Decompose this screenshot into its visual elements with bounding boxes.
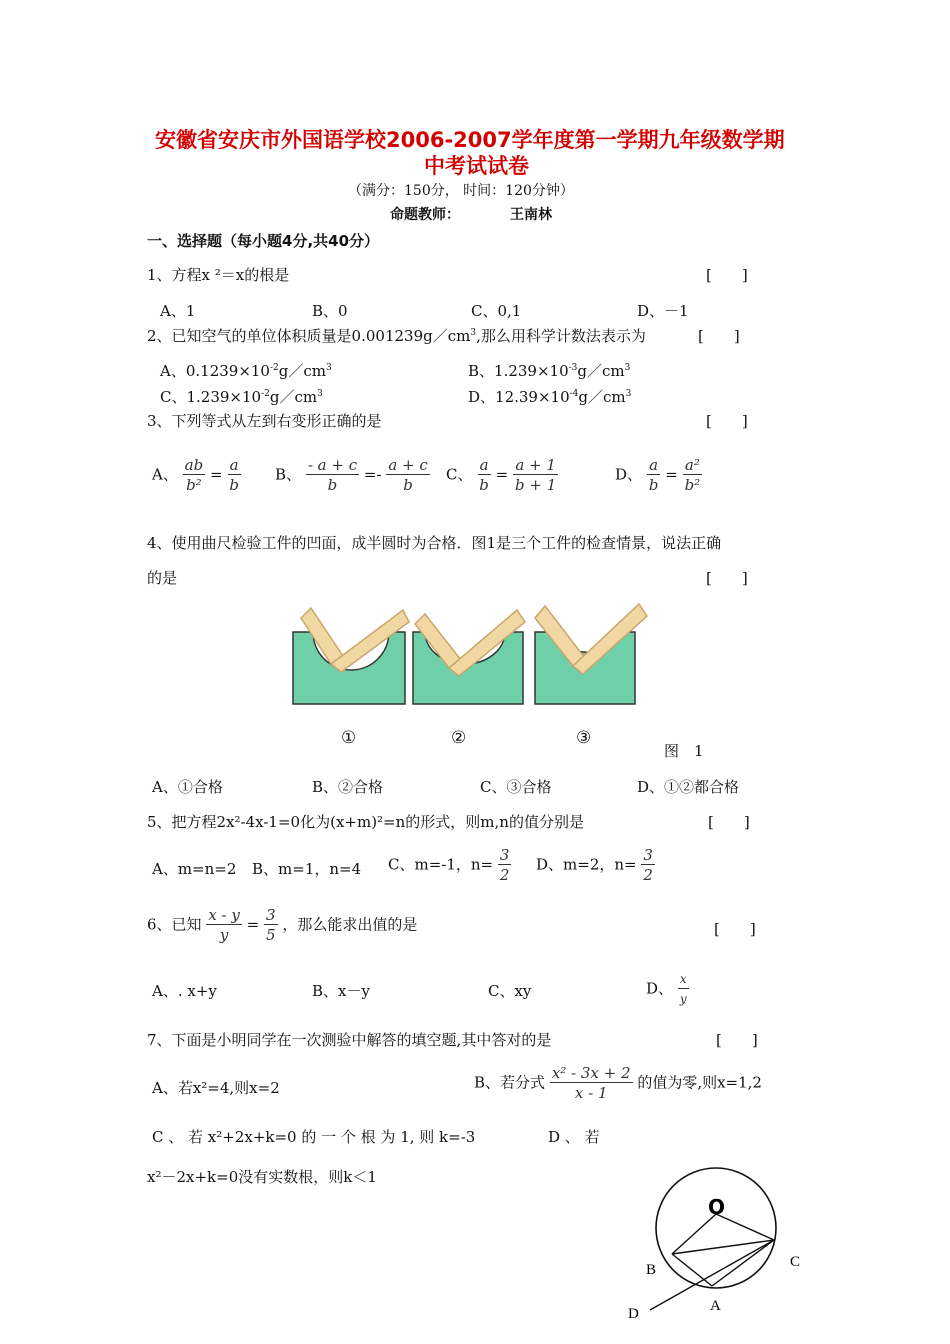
q6-option-c: C、xy: [488, 982, 532, 1000]
numerator: 3: [499, 846, 510, 864]
q3-option-a: [152, 456, 241, 495]
fraction: [647, 456, 661, 495]
fraction: [264, 906, 278, 945]
numerator: 3: [643, 846, 653, 864]
q1-option-c: C、0,1: [471, 302, 522, 320]
question-2: [147, 325, 646, 346]
figure-label-1: ①: [341, 728, 357, 748]
label-b: B: [646, 1262, 657, 1278]
q2-option-d: [468, 386, 631, 407]
answer-bracket: [ ]: [706, 569, 748, 587]
question-5: 5、把方程2x²-4x-1=0化为(x+m)²=n的形式，则m,n的值分别是: [147, 813, 584, 831]
q2-option-c: [160, 386, 323, 407]
q2-c-exp: -2: [261, 389, 270, 399]
fraction: [641, 846, 655, 885]
denominator: b: [327, 476, 338, 494]
q7-b-post: 的值为零,则x=1,2: [637, 1073, 762, 1092]
q2-d-cube: 3: [625, 389, 632, 399]
q3-option-c: [446, 456, 558, 495]
denominator: b: [479, 476, 489, 494]
label-a: A: [710, 1298, 721, 1314]
equals-sign: =: [495, 465, 509, 484]
q2-b-cube: 3: [624, 363, 631, 373]
q2-b-exp: -3: [568, 363, 578, 373]
q7-option-c: C 、 若 x²+2x+k=0 的 一 个 根 为 1, 则 k=-3: [152, 1128, 476, 1146]
q7-b-pre: B、若分式: [474, 1073, 546, 1092]
fraction: [183, 456, 206, 495]
q5-option-b: B、m=1，n=4: [252, 860, 362, 878]
denominator: 5: [266, 926, 276, 944]
q1-option-d: D、－1: [637, 302, 689, 320]
numerator: a: [649, 456, 659, 474]
question-4-line-1: 4、使用曲尺检验工件的凹面，成半圆时为合格．图1是三个工件的检查情景，说法正确: [147, 534, 722, 552]
q3-b-label: B、: [275, 465, 302, 484]
denominator: b²: [684, 476, 701, 494]
q7-option-d: D 、 若: [548, 1128, 600, 1146]
q2-c-cube: 3: [317, 389, 323, 399]
q4-option-d: D、①②都合格: [637, 778, 740, 796]
answer-bracket: [ ]: [708, 813, 750, 831]
section-heading: 一、选择题（每小题4分,共40分）: [147, 232, 380, 250]
q4-option-b: B、②合格: [312, 778, 384, 796]
q2-b-unit: g／cm: [577, 362, 625, 380]
fraction: [498, 846, 512, 885]
fraction: [678, 970, 689, 1009]
segment-ob: [672, 1214, 716, 1254]
q2-a-exp: -2: [269, 363, 279, 373]
answer-bracket: [ ]: [714, 920, 756, 938]
numerator: - a + c: [307, 456, 358, 474]
label-o: O: [708, 1195, 726, 1219]
denominator: 2: [499, 866, 510, 884]
q3-a-label: A、: [152, 465, 178, 484]
q1-option-b: B、0: [312, 302, 348, 320]
fraction: [227, 456, 241, 495]
q4-option-c: C、③合格: [480, 778, 552, 796]
q7-option-a: A、若x²=4,则x=2: [152, 1079, 280, 1097]
denominator: b + 1: [515, 476, 557, 494]
circle-figure: [620, 1150, 820, 1330]
question-1: 1、方程x ²＝x的根是: [147, 266, 290, 284]
figure-1-workpieces: [285, 596, 655, 716]
q5-option-c: [388, 846, 511, 885]
answer-bracket: [ ]: [706, 266, 748, 284]
q6-option-d: [646, 970, 689, 1009]
fraction: [206, 906, 242, 945]
equals-sign: =: [665, 465, 678, 484]
equals-sign: =: [246, 915, 260, 934]
teacher-label: 命题教师：: [390, 207, 460, 223]
question-3: 3、下列等式从左到右变形正确的是: [147, 412, 382, 430]
label-d: D: [628, 1306, 639, 1322]
q3-c-label: C、: [446, 465, 473, 484]
q2-text-pre: 2、已知空气的单位体积质量是0.001239g／cm: [147, 327, 471, 345]
answer-bracket: [ ]: [706, 412, 748, 430]
segment-ba: [672, 1254, 712, 1286]
answer-bracket: [ ]: [716, 1031, 758, 1049]
q2-a-unit: g／cm: [278, 362, 326, 380]
q2-d-exp: -4: [569, 389, 579, 399]
q4-option-a: A、①合格: [152, 778, 223, 796]
numerator: a²: [684, 456, 700, 474]
q2-a-text: A、0.1239×10: [160, 362, 270, 380]
q2-option-b: [468, 360, 630, 381]
numerator: a: [479, 456, 489, 474]
answer-bracket: [ ]: [698, 327, 740, 345]
q5-c-text: C、m=-1，n=: [388, 855, 494, 874]
numerator: 3: [266, 906, 276, 924]
q6-option-a: A、. x+y: [152, 982, 217, 1000]
title-line-2: 中考试试卷: [424, 154, 529, 178]
figure-label-2: ②: [451, 728, 467, 748]
q2-d-text: D、12.39×10: [468, 388, 570, 406]
q6-pre: 6、已知: [147, 915, 202, 934]
fraction: [550, 1064, 633, 1103]
fraction: [386, 456, 429, 495]
q2-a-cube: 3: [326, 363, 332, 373]
teacher-name: 王南林: [510, 207, 552, 223]
circle: [656, 1168, 776, 1288]
q5-option-d: [536, 846, 655, 885]
figure-label-3: ③: [576, 728, 592, 748]
exam-info: （满分：150分， 时间：120分钟）: [348, 183, 574, 199]
question-6: [147, 906, 417, 945]
q3-d-label: D、: [615, 465, 643, 484]
numerator: a + c: [388, 456, 428, 474]
q6-post: ，那么能求出值的是: [282, 915, 418, 934]
numerator: a + 1: [515, 456, 556, 474]
fraction: [306, 456, 359, 495]
denominator: y: [679, 992, 687, 1006]
equals-minus: =-: [363, 465, 382, 484]
figure-caption: 图 1: [664, 742, 704, 760]
workpiece-block: [293, 632, 405, 704]
q5-d-text: D、m=2，n=: [536, 855, 637, 874]
numerator: x: [678, 970, 689, 989]
denominator: b: [229, 476, 239, 494]
numerator: x² - 3x + 2: [551, 1064, 631, 1082]
numerator: x - y: [208, 906, 240, 924]
q2-cube: 3: [470, 328, 477, 338]
q2-option-a: [160, 360, 332, 381]
numerator: a: [229, 456, 239, 474]
q3-option-d: [615, 456, 702, 495]
q7-option-d-continued: x²－2x+k=0没有实数根，则k＜1: [147, 1168, 377, 1186]
workpiece-2: [413, 610, 525, 704]
equals-sign: =: [209, 465, 223, 484]
q6-d-text: D、: [646, 979, 674, 998]
q2-d-unit: g／cm: [578, 388, 626, 406]
q2-c-text: C、1.239×10: [160, 388, 262, 406]
fraction: [513, 456, 558, 495]
denominator: b: [403, 476, 413, 494]
q1-option-a: A、1: [160, 302, 196, 320]
q2-b-text: B、1.239×10: [468, 362, 569, 380]
numerator: ab: [184, 456, 204, 474]
question-7: 7、下面是小明同学在一次测验中解答的填空题,其中答对的是: [147, 1031, 552, 1049]
question-4-line-2: 的是: [147, 569, 178, 587]
label-c: C: [790, 1254, 801, 1270]
q6-option-b: B、x－y: [312, 982, 370, 1000]
q5-option-a: A、m=n=2: [152, 860, 237, 878]
q7-option-b: [474, 1064, 762, 1103]
q3-option-b: [275, 456, 430, 495]
title-line-1: 安徽省安庆市外国语学校2006-2007学年度第一学期九年级数学期: [155, 128, 785, 152]
denominator: b²: [186, 476, 202, 494]
workpiece-1: [293, 608, 409, 704]
denominator: 2: [643, 866, 653, 884]
q2-text-post: ,那么用科学计数法表示为: [476, 327, 646, 345]
fraction: [683, 456, 703, 495]
q2-c-unit: g／cm: [269, 388, 318, 406]
denominator: b: [648, 476, 659, 494]
denominator: x - 1: [574, 1084, 608, 1102]
denominator: y: [219, 926, 229, 944]
fraction: [477, 456, 491, 495]
workpiece-3: [535, 604, 647, 704]
